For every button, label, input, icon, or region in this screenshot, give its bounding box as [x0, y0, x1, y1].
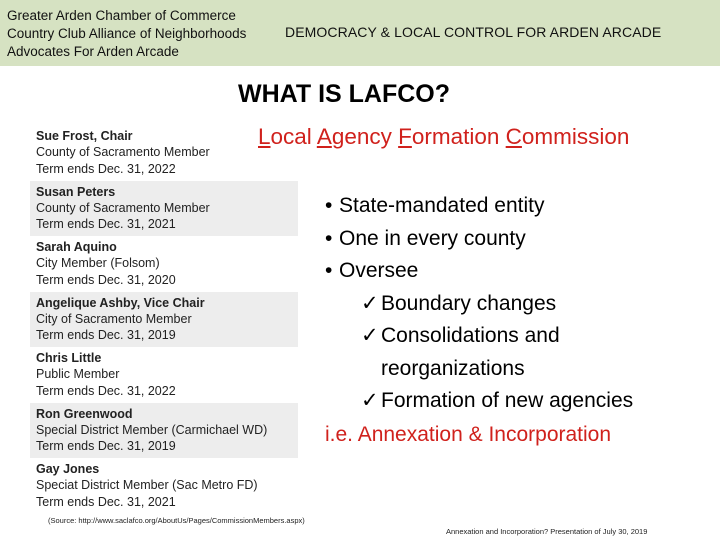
- slide-title: WHAT IS LAFCO?: [238, 80, 450, 108]
- org-name: Advocates For Arden Arcade: [7, 44, 179, 59]
- member-term: Term ends Dec. 31, 2021: [36, 494, 176, 509]
- source-citation: (Source: http://www.saclafco.org/AboutUs/Pages/CommissionMembers.aspx): [48, 516, 305, 525]
- subtitle-rest: ormation: [411, 124, 506, 149]
- member-entry: [30, 403, 298, 459]
- member-role: County of Sacramento Member: [36, 200, 210, 215]
- subtitle-rest: gency: [331, 124, 399, 149]
- member-name: Chris Little: [36, 351, 102, 365]
- checked-item-text: Formation of new agencies: [381, 389, 634, 412]
- member-role: Public Member: [36, 367, 120, 382]
- member-role: County of Sacramento Member: [36, 145, 210, 160]
- checked-item: [325, 385, 633, 418]
- member-role: Speciat District Member (Sac Metro FD): [36, 478, 258, 493]
- member-role: City Member (Folsom): [36, 256, 160, 271]
- member-term: Term ends Dec. 31, 2021: [36, 217, 176, 232]
- checked-item: [325, 320, 633, 353]
- bullet-item: [325, 190, 633, 223]
- member-term: Term ends Dec. 31, 2019: [36, 328, 176, 343]
- bullet-text: One in every county: [339, 226, 526, 250]
- subtitle-initial: C: [505, 124, 522, 149]
- checked-item-continuation: [325, 353, 633, 386]
- ie-note: i.e. Annexation & Incorporation: [325, 423, 612, 446]
- member-name: Gay Jones: [36, 462, 100, 476]
- member-role: Special District Member (Carmichael WD): [36, 422, 268, 437]
- subtitle-initial: A: [316, 124, 332, 149]
- member-name: Angelique Ashby, Vice Chair: [36, 295, 205, 310]
- subtitle-rest: ommission: [521, 124, 630, 149]
- subtitle-initial: L: [258, 124, 271, 149]
- checkmark-icon: ✓: [361, 389, 379, 412]
- member-term: Term ends Dec. 31, 2019: [36, 439, 176, 454]
- subtitle-rest: ocal: [270, 124, 317, 149]
- subtitle-initial: F: [398, 124, 412, 149]
- org-name: Country Club Alliance of Neighborhoods: [7, 26, 247, 41]
- member-term: Term ends Dec. 31, 2020: [36, 272, 176, 287]
- bullet-item: [325, 223, 633, 256]
- member-entry: [30, 125, 298, 181]
- commission-members-list: [30, 125, 298, 514]
- bullet-text: Oversee: [339, 259, 419, 282]
- header-band: [0, 0, 720, 66]
- checked-item-text: reorganizations: [381, 356, 525, 380]
- member-name: Susan Peters: [36, 184, 116, 199]
- member-name: Ron Greenwood: [36, 406, 133, 421]
- member-role: City of Sacramento Member: [36, 311, 192, 326]
- member-entry: [30, 347, 298, 403]
- checked-item-text: Boundary changes: [381, 291, 557, 315]
- checked-item-text: Consolidations and: [381, 324, 560, 347]
- member-entry: [30, 181, 298, 237]
- member-name: Sarah Aquino: [36, 240, 117, 254]
- bullet-item: [325, 255, 633, 288]
- org-name: Greater Arden Chamber of Commerce: [7, 8, 236, 23]
- member-entry: [30, 292, 298, 348]
- member-term: Term ends Dec. 31, 2022: [36, 383, 176, 398]
- bullet-list: [325, 190, 633, 418]
- member-name: Sue Frost, Chair: [36, 129, 133, 143]
- footer-note: Annexation and Incorporation? Presentation of July 30, 2019: [446, 527, 648, 536]
- member-entry: [30, 236, 298, 292]
- slide-subtitle: [258, 124, 629, 150]
- member-entry: [30, 458, 298, 514]
- banner-heading: DEMOCRACY & LOCAL CONTROL FOR ARDEN ARCADE: [285, 24, 662, 40]
- checkmark-icon: ✓: [361, 324, 379, 347]
- member-term: Term ends Dec. 31, 2022: [36, 161, 176, 176]
- checkmark-icon: ✓: [361, 291, 379, 315]
- checked-item: [325, 288, 633, 321]
- bullet-text: State-mandated entity: [339, 194, 545, 217]
